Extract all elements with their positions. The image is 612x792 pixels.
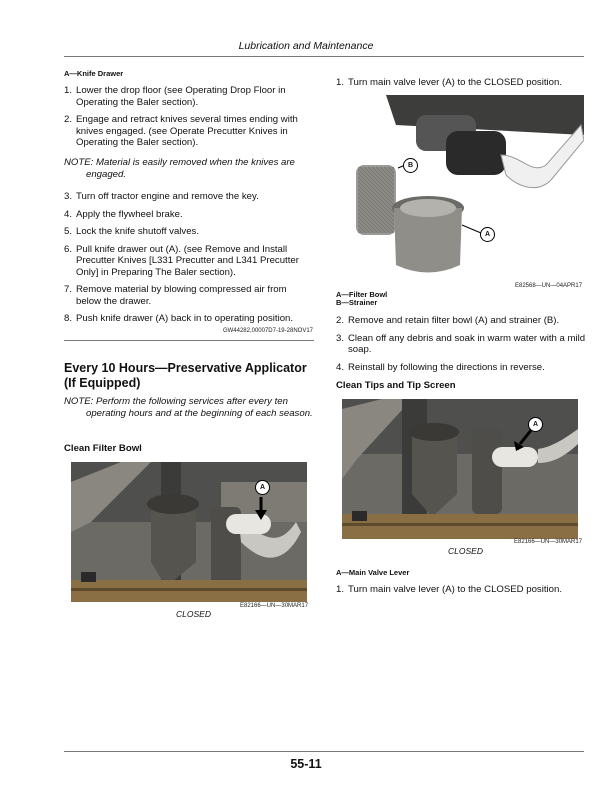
list-item: 1. Turn main valve lever (A) to the CLOSED position.	[336, 77, 562, 88]
note-service: NOTE: Perform the following services after every ten operating hours and at the beginning of each season.	[64, 396, 313, 419]
filter-bowl-photo	[71, 462, 307, 602]
steps-list-b	[64, 191, 314, 331]
list-item: 8. Push knife drawer (A) back in to operating position.	[64, 313, 294, 324]
header-rule	[64, 56, 584, 57]
list-item: 2. Engage and retract knives several times ending with knives engaged. (see Operate Precutter Knives in Operating the Baler section).	[64, 114, 298, 148]
list-item: 5. Lock the knife shutoff valves.	[64, 226, 200, 237]
knife-drawer-caption: A—Knife Drawer	[64, 69, 124, 78]
legend-filter-bowl: A—Filter Bowl	[336, 290, 388, 299]
subheading-clean-tips: Clean Tips and Tip Screen	[336, 380, 456, 391]
legend-main-valve: A—Main Valve Lever	[336, 568, 410, 577]
page-number: 55-11	[290, 757, 322, 771]
legend-strainer: B—Strainer	[336, 298, 378, 307]
section-heading: Every 10 Hours—Preservative Applicator (If Equipped)	[64, 361, 307, 390]
list-item: 4. Apply the flywheel brake.	[64, 208, 183, 220]
callout-a: A	[528, 417, 543, 432]
list-item: 3. Turn off tractor engine and remove the key.	[64, 191, 259, 202]
right-final-step	[336, 584, 586, 602]
main-valve-photo	[342, 399, 578, 539]
note-knives: NOTE: Material is easily removed when the knives are engaged.	[64, 157, 295, 180]
reference-code: GW44282,00007D7-19-28NOV17	[222, 328, 313, 334]
photo-code: E82166—UN—30MAR17	[514, 539, 583, 545]
list-item: 2. Remove and retain filter bowl (A) and strainer (B).	[336, 315, 560, 326]
photo-caption-closed: CLOSED	[448, 546, 483, 556]
photo-code: E82568—UN—04APR17	[515, 283, 583, 289]
page-header: Lubrication and Maintenance	[238, 40, 374, 52]
callout-a: A	[480, 227, 495, 242]
footer-rule	[64, 751, 584, 752]
list-item: 6. Pull knife drawer out (A). (see Remove and Install Precutter Knives [L331 Precutter and L341 Precutter Only] in Preparing The Baler section).	[64, 243, 299, 278]
steps-list-a	[64, 85, 314, 155]
subheading-clean-filter-bowl: Clean Filter Bowl	[64, 443, 142, 454]
photo-code: E82166—UN—30MAR17	[240, 603, 309, 609]
list-item: 4. Reinstall by following the directions in reverse.	[336, 361, 545, 373]
filter-parts-photo	[336, 95, 584, 283]
list-item: 1. Turn main valve lever (A) to the CLOSED position.	[336, 584, 562, 595]
callout-a: A	[255, 480, 270, 495]
section-rule	[64, 340, 314, 341]
callout-b: B	[403, 158, 418, 173]
right-steps-list	[336, 315, 586, 379]
right-step-1	[336, 77, 586, 95]
list-item: 1. Lower the drop floor (see Operating Drop Floor in Operating the Baler section).	[64, 85, 286, 108]
list-item: 7. Remove material by blowing compressed air from below the drawer.	[64, 284, 287, 307]
list-item: 3. Clean off any debris and soak in warm water with a mild soap.	[336, 332, 586, 355]
photo-caption-closed: CLOSED	[176, 609, 211, 619]
